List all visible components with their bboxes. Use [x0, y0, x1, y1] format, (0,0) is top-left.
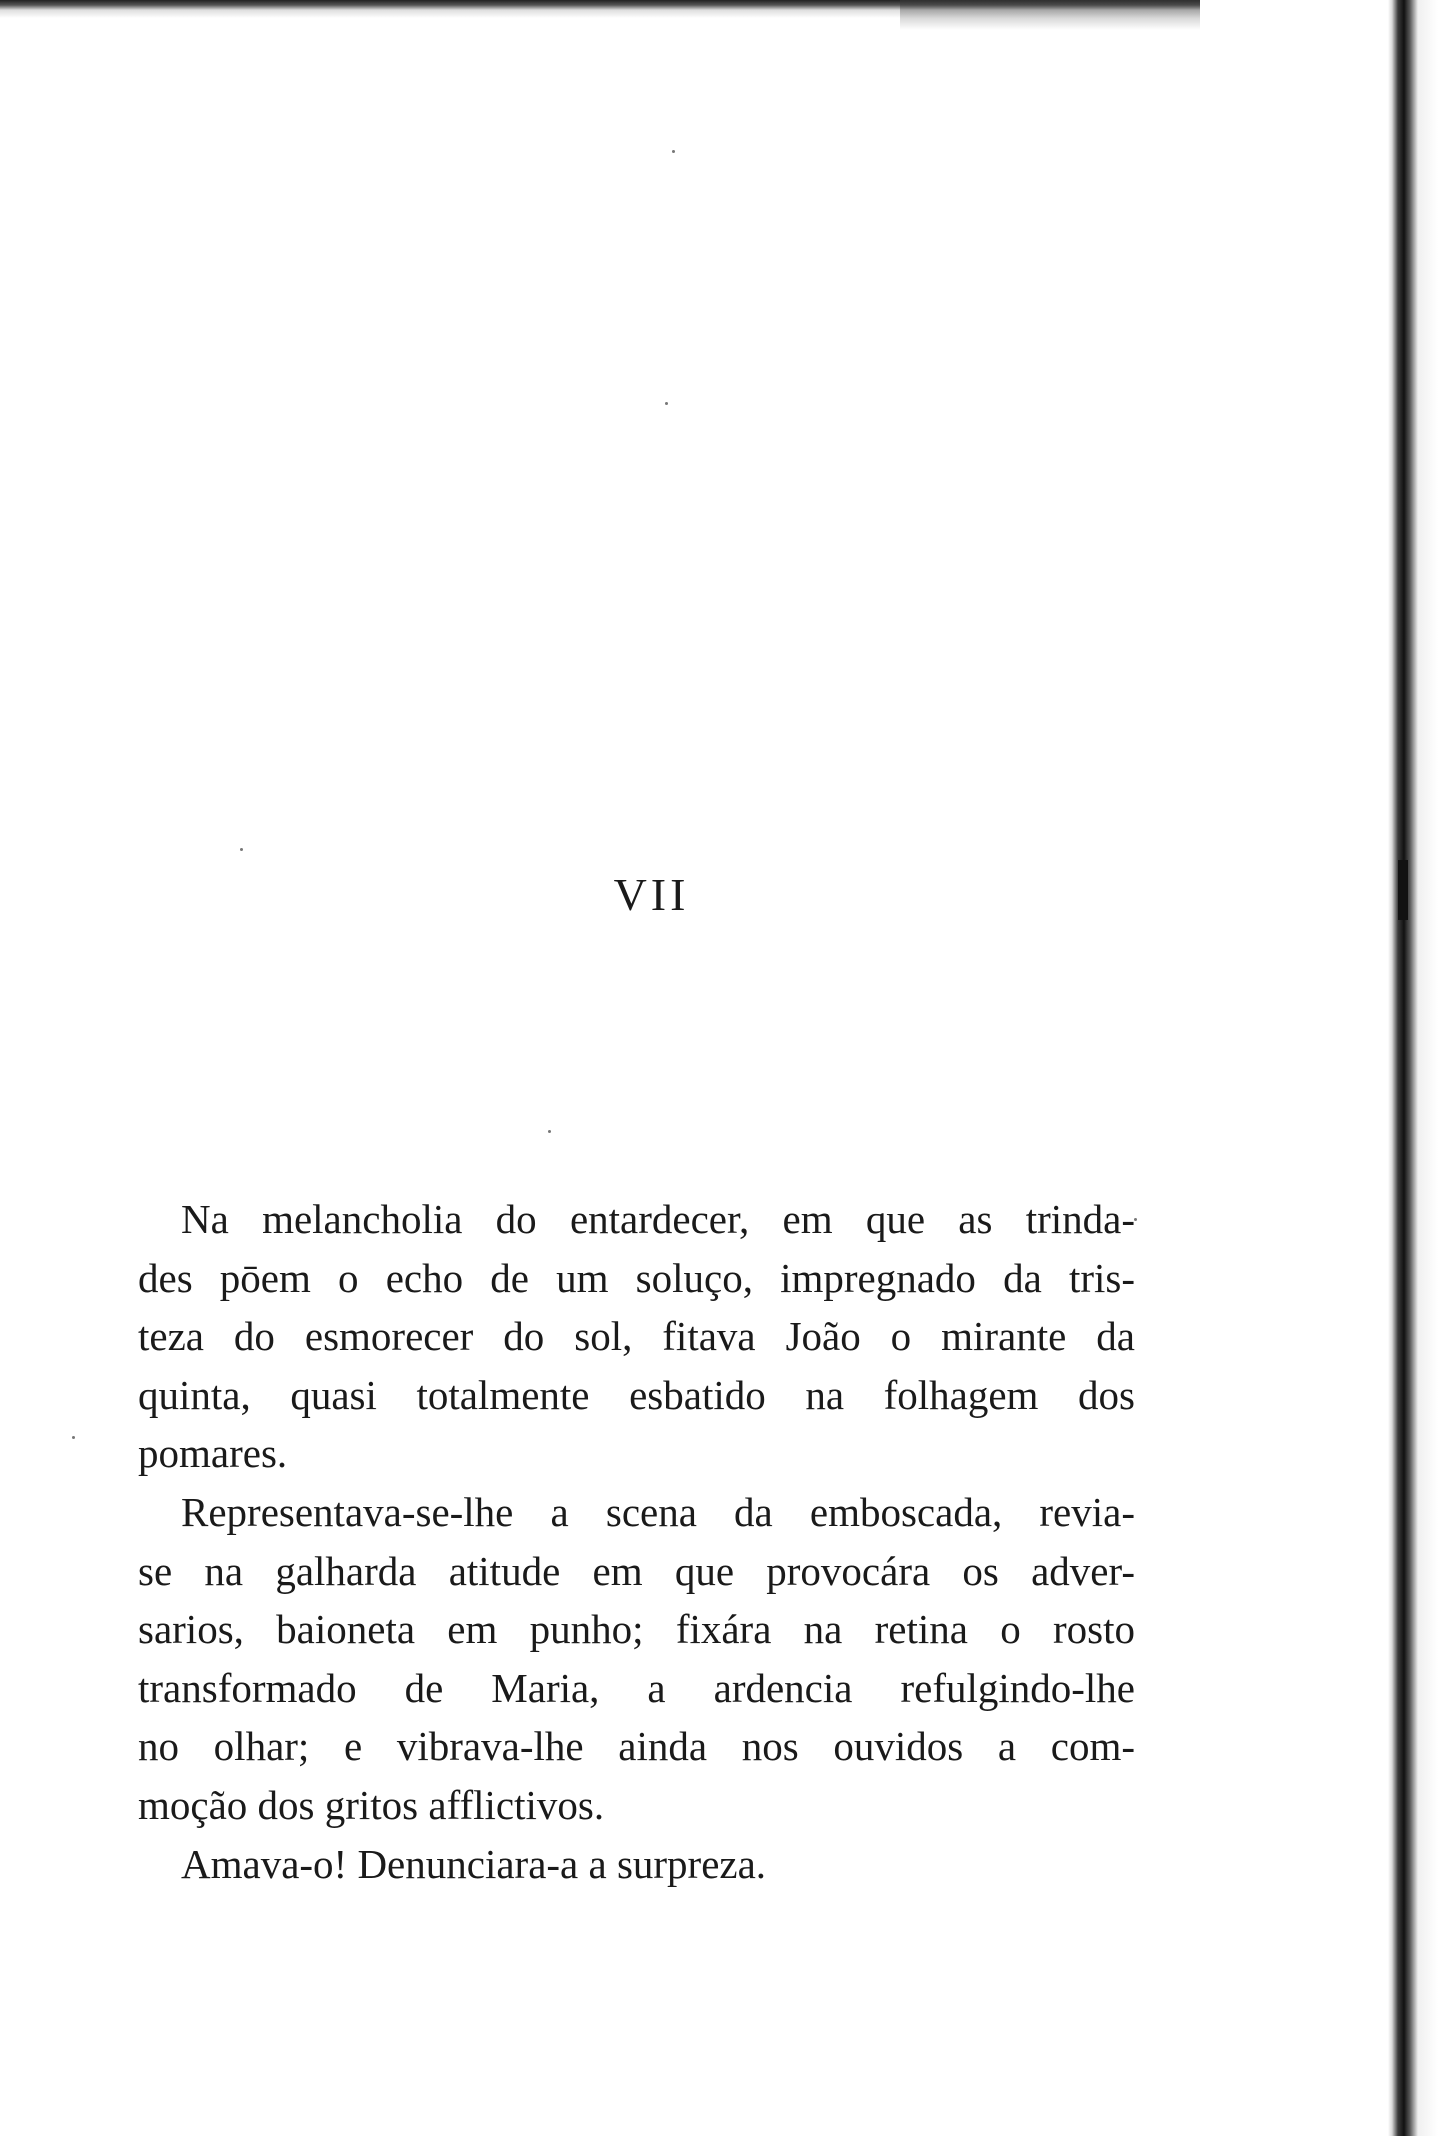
- speck: [72, 1436, 75, 1439]
- text-line: Representava-se-lhe a scena da emboscada, revia-: [181, 1488, 1135, 1535]
- speck: [665, 402, 668, 405]
- text-line: moção dos gritos afflictivos.: [138, 1781, 605, 1828]
- text-line: se na galharda atitude em que provocára os adver-: [138, 1547, 1135, 1594]
- text-line: quinta, quasi totalmente esbatido na folhagem dos: [138, 1371, 1135, 1418]
- text-line: Amava-o! Denunciara-a a surpreza.: [181, 1840, 767, 1887]
- text-line: pomares.: [138, 1430, 288, 1477]
- text-line: sarios, baioneta em punho; fixára na retina o rosto: [138, 1606, 1135, 1653]
- chapter-body: [138, 1190, 1135, 1893]
- text-line: teza do esmorecer do sol, fitava João o mirante da: [138, 1313, 1135, 1360]
- text-line: Na melancholia do entardecer, em que as trinda-: [181, 1196, 1135, 1242]
- book-spine-shadow: [1388, 0, 1438, 2136]
- chapter-heading: VII: [613, 869, 690, 920]
- text-line: no olhar; e vibrava-lhe ainda nos ouvidos a com-: [138, 1723, 1135, 1770]
- spine-mark: [1398, 860, 1408, 920]
- text-line: transformado de Maria, a ardencia refulgindo-lhe: [138, 1664, 1135, 1711]
- speck: [672, 150, 675, 153]
- speck: [548, 1130, 551, 1133]
- scan-top-edge-shadow: [900, 0, 1200, 30]
- speck: [240, 848, 243, 851]
- text-line: des pōem o echo de um soluço, impregnado da tris-: [138, 1254, 1135, 1301]
